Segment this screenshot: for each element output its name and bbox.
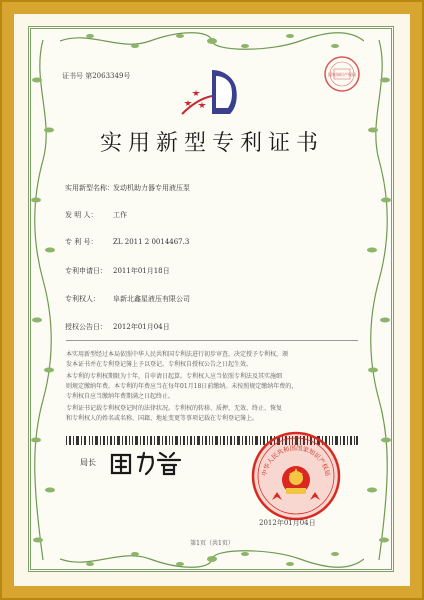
field-value: 2012年01月04日: [113, 323, 170, 331]
field-grant-date: [65, 322, 170, 332]
vine-ornament-bottom: [60, 548, 364, 570]
field-utility-model-name: [65, 183, 190, 193]
small-stamp-text: 国家知识产权局: [328, 72, 356, 77]
body-line: 本实用新型经过本局依照中华人民共和国专利法进行初步审查，决定授予专利权，颁: [66, 351, 289, 358]
field-label: 授权公告日：: [65, 323, 107, 331]
divider: [66, 340, 358, 341]
field-patent-number: [65, 237, 189, 247]
page-label: 第1页（共1页）: [190, 540, 234, 547]
field-label: 专利申请日：: [65, 267, 107, 275]
body-line: 本专利的专利权期限为十年，自申请日起算。专利权人应当依照专利法及其实施细: [66, 373, 283, 380]
field-inventor: [65, 210, 127, 220]
field-label: 发 明 人：: [65, 211, 98, 219]
seal-text: 中华人民共和国国家知识产权局: [261, 444, 331, 477]
official-seal: [250, 430, 342, 522]
body-line: 专利权自应当缴纳年费期满之日起终止。: [66, 393, 175, 400]
field-label: 专 利 号：: [65, 238, 98, 246]
field-value: ZL 2011 2 0014467.3: [113, 238, 190, 246]
field-value: 发动机助力器专用液压泵: [113, 184, 190, 192]
director-signature: [108, 449, 188, 477]
vine-ornament-right: [366, 40, 392, 560]
vine-ornament-left: [30, 40, 56, 560]
director-label: 局长: [80, 458, 96, 467]
field-value: 阜新北鑫星液压有限公司: [113, 295, 190, 303]
certificate-title: 实用新型专利证书: [99, 131, 324, 156]
small-red-stamp-icon: [323, 55, 361, 93]
field-value: 工作: [113, 211, 127, 219]
body-line: 发本证书并在专利登记簿上予以登记。专利权自授权公告之日起生效。: [66, 361, 253, 368]
field-label: 实用新型名称：: [65, 184, 114, 192]
field-application-date: [65, 266, 170, 276]
certificate-number: 证书号 第2063349号: [62, 72, 131, 80]
field-patentee: [65, 294, 190, 304]
patent-office-logo-icon: [178, 68, 238, 120]
seal-date: 2012年01月04日: [259, 519, 316, 527]
vine-ornament-top: [60, 30, 364, 52]
field-label: 专利权人：: [65, 295, 100, 303]
body-line: 专利证书记载专利权登记时的法律状况。专利权的转移、质押、无效、终止、恢复: [66, 405, 283, 412]
field-value: 2011年01月18日: [113, 267, 170, 275]
body-line: 和专利权人的姓名或名称、国籍、地址变更等事项记载在专利登记簿上。: [66, 415, 259, 422]
body-line: 则规定缴纳年费。本专利的年费应当在每年01月18日前缴纳。未按照规定缴纳年费的，: [66, 383, 298, 390]
